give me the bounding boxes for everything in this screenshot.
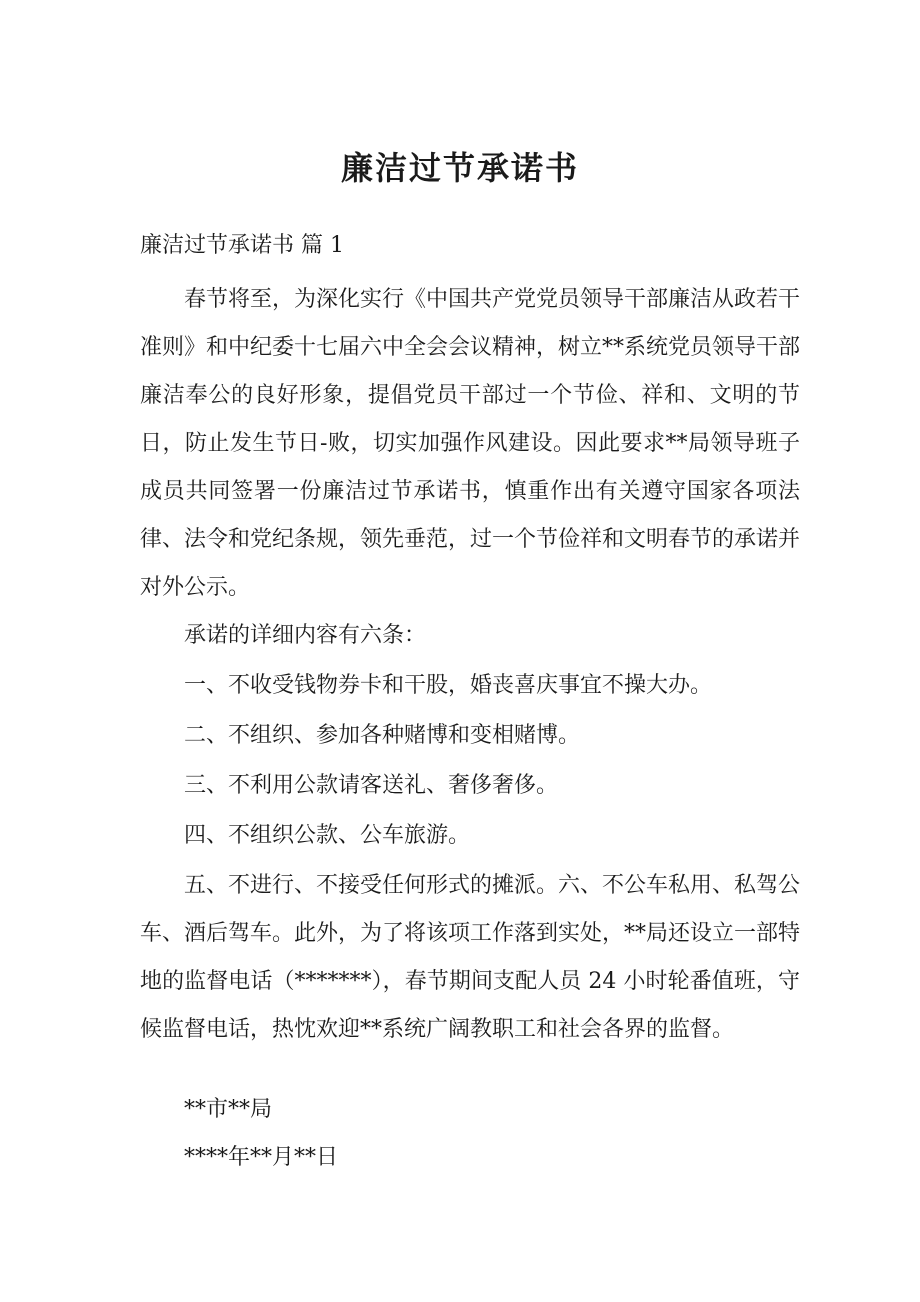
items-heading: 承诺的详细内容有六条： [184,623,427,648]
pledge-item-4: 四、不组织公款、公车旅游。 [184,823,471,848]
pledge-item-5: 五、不进行、不接受任何形式的摊派。六、不公车私用、私驾公车、酒后驾车。此外，为了将该项工作落到实处，**局还设立一部特地的监督电话（*******），春节期间支配人员 24 小时轮番值班，守候监督电话，热忱欢迎**系统广阔教职工和社会各界的监督。 [140,873,801,1042]
signature-org: **市**局 [184,1097,273,1122]
intro-paragraph: 春节将至，为深化实行《中国共产党党员领导干部廉洁从政若干准则》和中纪委十七届六中全会会议精神，树立**系统党员领导干部廉洁奉公的良好形象，提倡党员干部过一个节俭、祥和、文明的节日，防止发生节日-败，切实加强作风建设。因此要求**局领导班子成员共同签署一份廉洁过节承诺书，慎重作出有关遵守国家各项法律、法令和党纪条规，领先垂范，过一个节俭祥和文明春节的承诺并对外公示。 [140,287,801,600]
pledge-item-1: 一、不收受钱物券卡和干股，婚丧喜庆事宜不操大办。 [184,673,713,698]
pledge-item-2: 二、不组织、参加各种赌博和变相赌博。 [184,723,581,748]
document-body [140,276,800,1054]
signature-date: ****年**月**日 [184,1145,339,1170]
document-subtitle: 廉洁过节承诺书 篇 1 [140,233,344,258]
signature-block [140,1086,800,1182]
pledge-item-3: 三、不利用公款请客送礼、奢侈奢侈。 [184,773,559,798]
document-title: 廉洁过节承诺书 [340,149,579,187]
